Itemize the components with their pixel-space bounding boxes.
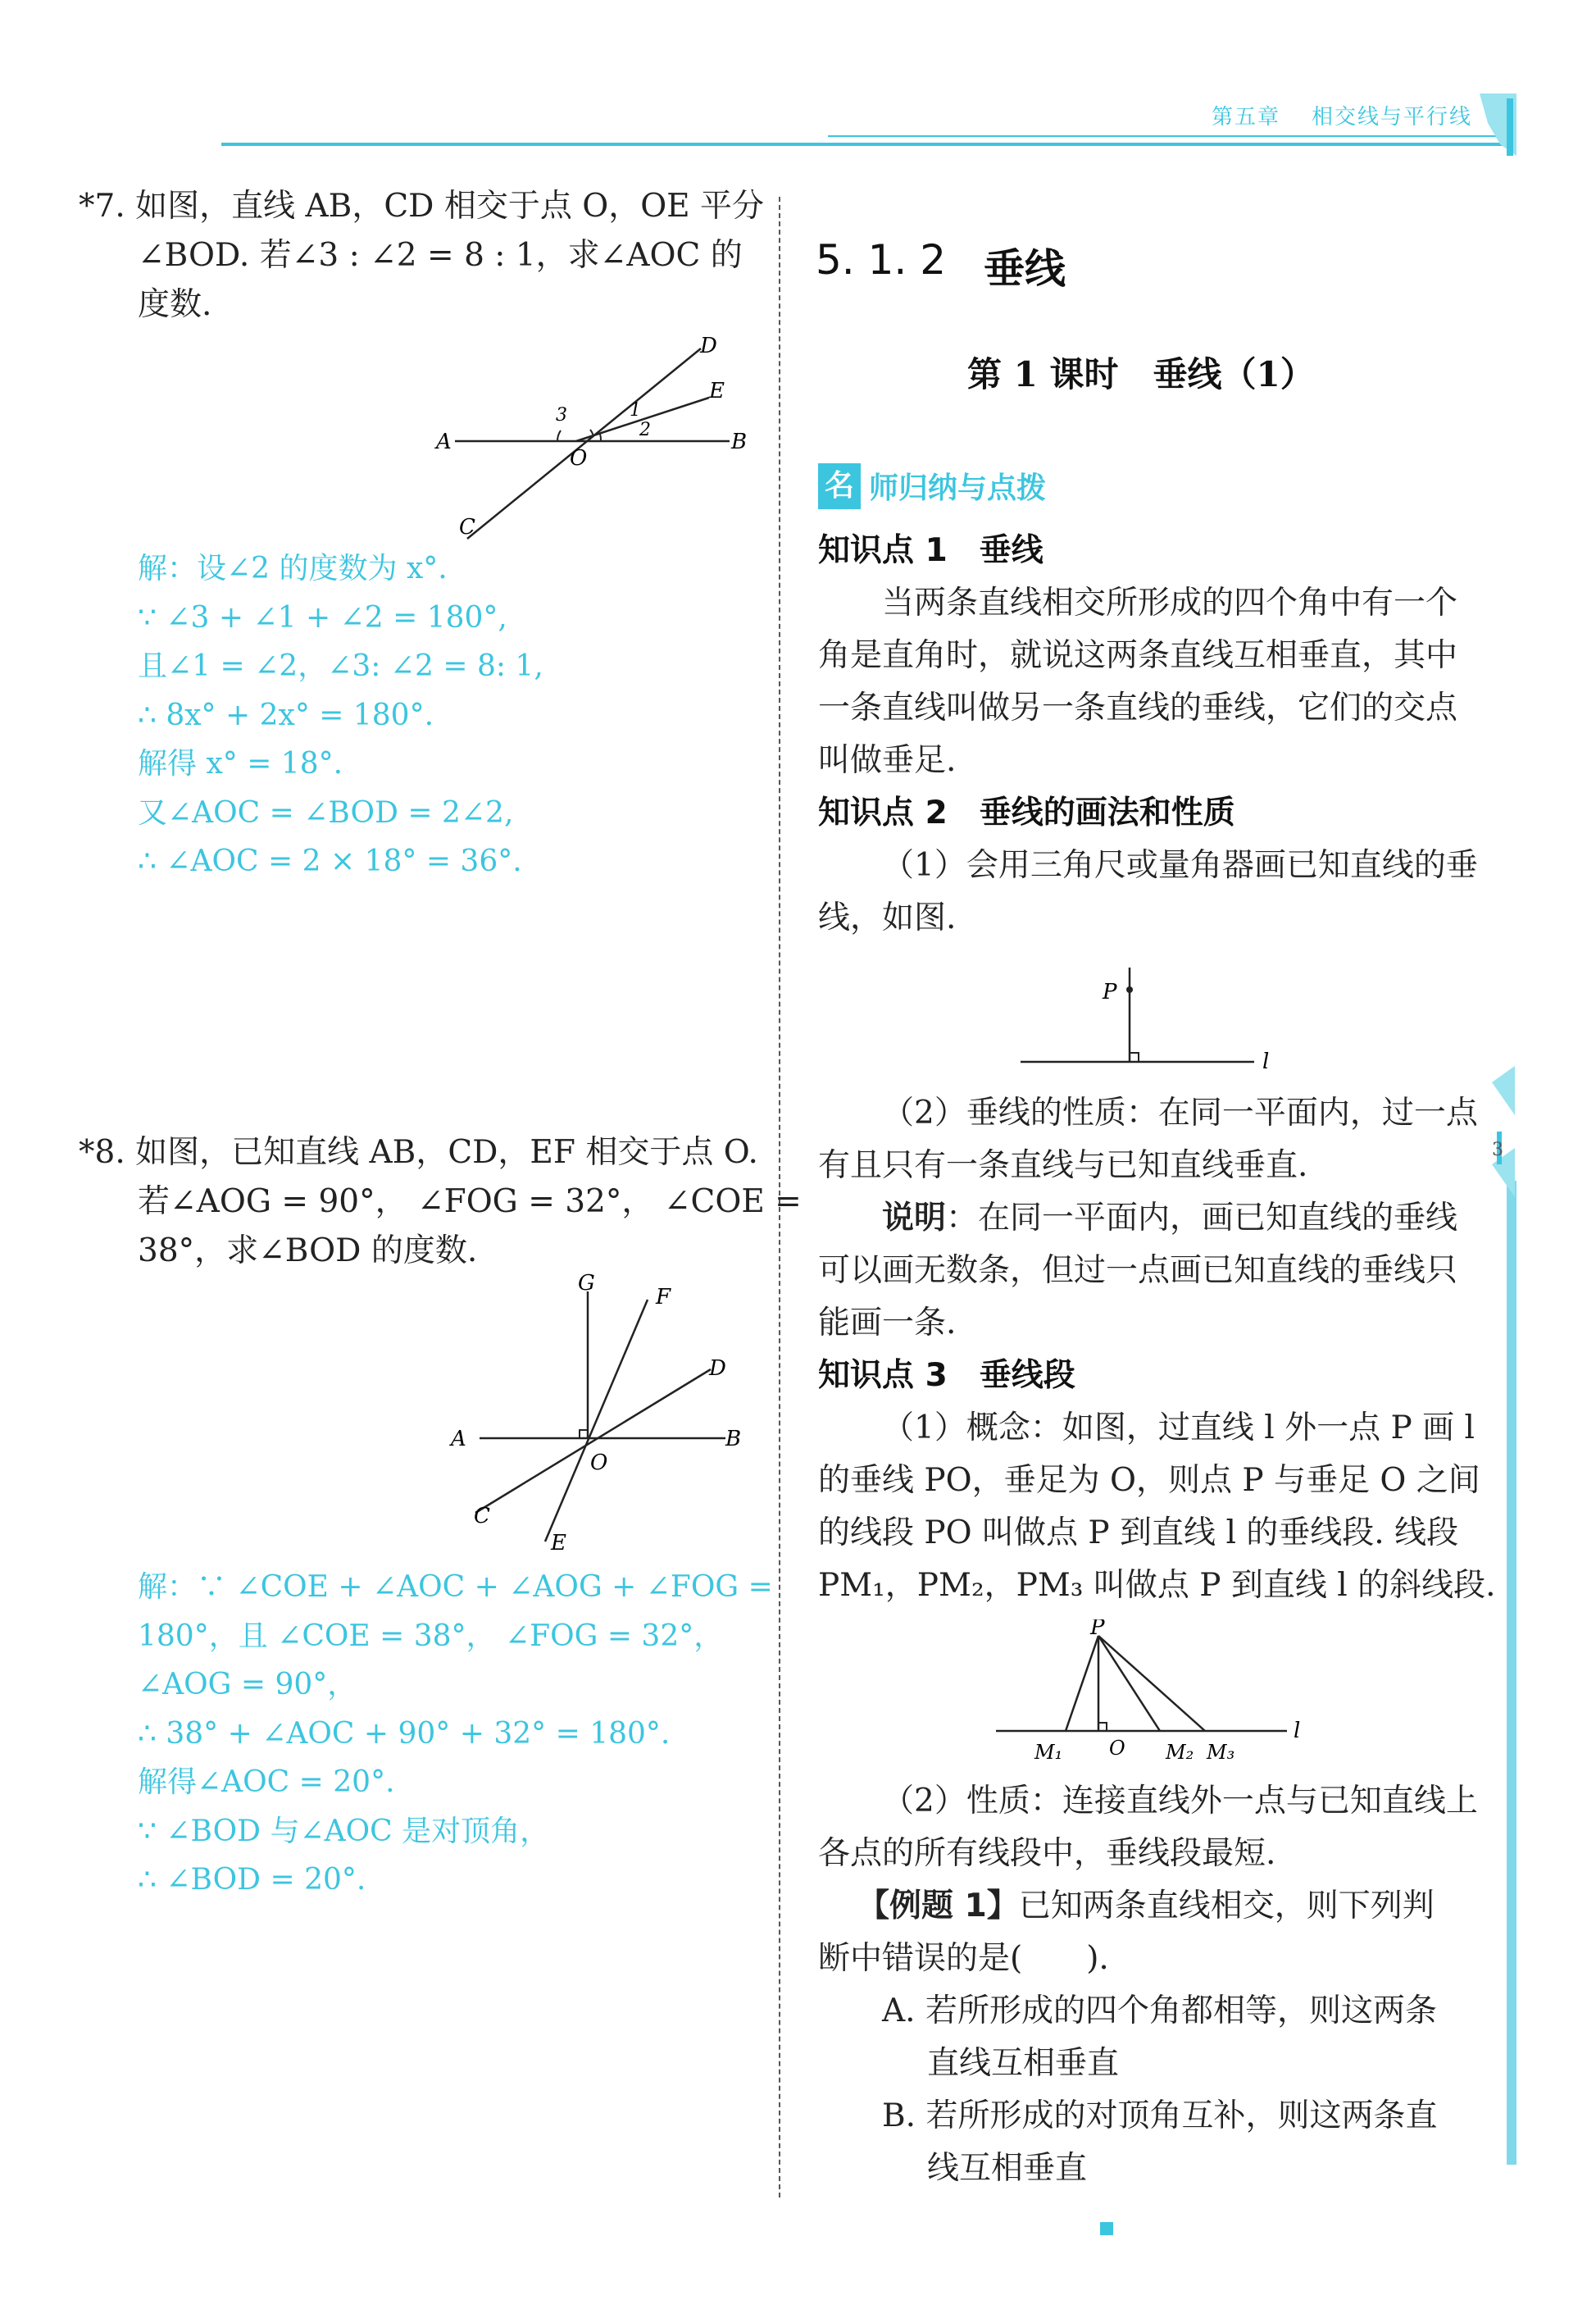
problem-7-line-3: 度数. — [138, 286, 212, 323]
p8-label-f: F — [656, 1285, 671, 1309]
p8-label-g: G — [578, 1271, 595, 1296]
problem-8-line-1: *8. 如图，已知直线 AB，CD，EF 相交于点 O. — [79, 1134, 758, 1171]
fig2-label-m2: M₂ — [1166, 1741, 1194, 1764]
p8-label-b: B — [725, 1427, 742, 1451]
note-label: 说明 — [882, 1200, 947, 1236]
p7-sol-line: 解得 x° = 18°. — [138, 747, 343, 781]
kp3-p1-line: （1）概念：如图，过直线 l 外一点 P 画 l — [882, 1410, 1475, 1446]
fig2-label-m3: M₃ — [1207, 1741, 1235, 1764]
p7-label-b: B — [731, 430, 748, 454]
bottom-marker — [1100, 2222, 1113, 2235]
section-title: 垂线 — [984, 245, 1066, 293]
p7-label-d: D — [700, 334, 717, 358]
lesson-title: 第 1 课时 垂线（1） — [967, 354, 1315, 394]
p8-sol-line: ∴ ∠BOD = 20°. — [138, 1863, 366, 1897]
fig1-label-l: l — [1262, 1050, 1270, 1074]
p7-label-a: A — [436, 430, 452, 454]
p7-sol-line: 解：设∠2 的度数为 x°. — [138, 552, 448, 585]
p7-label-2: 2 — [639, 420, 651, 440]
page-number: 3 — [1492, 1140, 1503, 1160]
header-title: 相交线与平行线 — [1312, 105, 1473, 130]
kp3-p1-line: PM₁，PM₂，PM₃ 叫做点 P 到直线 l 的斜线段. — [818, 1567, 1496, 1604]
example-line: 断中错误的是( ). — [818, 1940, 1109, 1977]
kp3-p2-line: 各点的所有线段中，垂线段最短. — [818, 1835, 1276, 1872]
problem-7-figure — [426, 324, 754, 545]
header-decoration — [0, 0, 1596, 156]
option-b-line: 线互相垂直 — [927, 2150, 1088, 2187]
p7-sol-line: 又∠AOC = ∠BOD = 2∠2, — [138, 795, 514, 830]
right-content-2 — [818, 1087, 1496, 1612]
p7-sol-line: 且∠1 = ∠2，∠3: ∠2 = 8: 1, — [138, 649, 543, 683]
right-content — [818, 525, 1478, 945]
option-b-line: B. 若所形成的对顶角互补，则这两条直 — [882, 2097, 1438, 2134]
kp3-p1-line: 的线段 PO 叫做点 P 到直线 l 的垂线段. 线段 — [818, 1514, 1459, 1551]
p8-label-d: D — [709, 1356, 726, 1381]
kp3-p2-line: （2）性质：连接直线外一点与已知直线上 — [882, 1783, 1478, 1819]
p8-label-c: C — [474, 1504, 490, 1528]
example-line: 已知两条直线相交，则下列判 — [1018, 1888, 1435, 1924]
kp3-title: 知识点 3 垂线段 — [818, 1357, 1075, 1394]
p7-sol-line: ∴ ∠AOC = 2 × 18° = 36°. — [138, 845, 522, 878]
p8-sol-line: 解：∵ ∠COE + ∠AOC + ∠AOG + ∠FOG = — [138, 1570, 773, 1604]
option-a-line: A. 若所形成的四个角都相等，则这两条 — [882, 1992, 1437, 2029]
problem-7-line-2: ∠BOD. 若∠3 : ∠2 = 8 : 1，求∠AOC 的 — [138, 237, 743, 274]
p7-sol-line: ∵ ∠3 + ∠1 + ∠2 = 180°, — [138, 600, 507, 635]
p7-sol-line: ∴ 8x° + 2x° = 180°. — [138, 698, 434, 732]
perpendicular-segment-figure — [984, 1619, 1328, 1767]
kp1-line: 角是直角时，就说这两条直线互相垂直，其中 — [818, 637, 1458, 674]
note-line: 能画一条. — [818, 1305, 957, 1341]
p8-sol-line: 解得∠AOC = 20°. — [138, 1765, 395, 1799]
fig2-label-p: P — [1090, 1619, 1105, 1640]
note-line: ：在同一平面内，画已知直线的垂线 — [946, 1200, 1458, 1236]
kp3-p1-line: 的垂线 PO，垂足为 O，则点 P 与垂足 O 之间 — [818, 1462, 1480, 1499]
p7-label-e: E — [709, 379, 725, 403]
banner-text: 师归纳与点拨 — [869, 471, 1047, 505]
option-a-line: 直线互相垂直 — [927, 2045, 1120, 2082]
p7-label-1: 1 — [630, 400, 641, 421]
section-number: 5. 1. 2 — [816, 236, 947, 284]
kp2-p1-line: 线，如图. — [818, 899, 957, 936]
p8-label-e: E — [551, 1531, 566, 1555]
kp2-title: 知识点 2 垂线的画法和性质 — [818, 795, 1235, 831]
p8-sol-line: ∵ ∠BOD 与∠AOC 是对顶角， — [138, 1814, 550, 1848]
problem-8-text — [79, 1128, 802, 1276]
problem-7-text — [79, 182, 765, 330]
p8-sol-line: ∠AOG = 90°， — [138, 1668, 357, 1701]
problem-8-solution — [138, 1563, 773, 1905]
right-content-3 — [818, 1775, 1478, 2195]
p7-label-3: 3 — [556, 405, 567, 426]
kp2-p1-line: （1）会用三角尺或量角器画已知直线的垂 — [882, 847, 1478, 884]
header-chapter: 第五章 — [1212, 105, 1281, 130]
fig1-label-p: P — [1103, 980, 1117, 1004]
problem-8-figure — [447, 1267, 758, 1562]
p8-sol-line: 180°，且 ∠COE = 38°， ∠FOG = 32°， — [138, 1619, 724, 1653]
problem-8-line-3: 38°，求∠BOD 的度数. — [138, 1232, 478, 1269]
problem-8-line-2: 若∠AOG = 90°， ∠FOG = 32°， ∠COE = — [138, 1183, 802, 1220]
kp1-line: 一条直线叫做另一条直线的垂线，它们的交点 — [818, 690, 1458, 726]
perpendicular-figure — [1008, 951, 1287, 1082]
right-margin-decoration — [1476, 1066, 1596, 2214]
kp2-p2-line: （2）垂线的性质：在同一平面内，过一点 — [882, 1095, 1478, 1132]
kp1-line: 叫做垂足. — [818, 742, 957, 779]
p8-label-a: A — [451, 1427, 466, 1451]
note-line: 可以画无数条，但过一点画已知直线的垂线只 — [818, 1252, 1458, 1289]
p8-sol-line: ∴ 38° + ∠AOC + 90° + 32° = 180°. — [138, 1716, 671, 1751]
p7-label-o: O — [570, 446, 588, 471]
kp1-line: 当两条直线相交所形成的四个角中有一个 — [882, 585, 1458, 622]
kp2-p2-line: 有且只有一条直线与已知直线垂直. — [818, 1147, 1308, 1184]
p7-label-c: C — [459, 515, 475, 540]
problem-7-solution — [138, 544, 543, 886]
banner-badge: 名 — [818, 463, 861, 509]
fig2-label-o: O — [1109, 1737, 1125, 1760]
problem-7-line-1: *7. 如图，直线 AB，CD 相交于点 O，OE 平分 — [79, 188, 765, 225]
kp1-title: 知识点 1 垂线 — [818, 532, 1044, 569]
fig2-label-m1: M₁ — [1034, 1741, 1063, 1764]
p8-label-o: O — [590, 1451, 608, 1475]
example-label: 【例题 1】 — [857, 1888, 1019, 1924]
fig2-label-l: l — [1294, 1719, 1301, 1743]
